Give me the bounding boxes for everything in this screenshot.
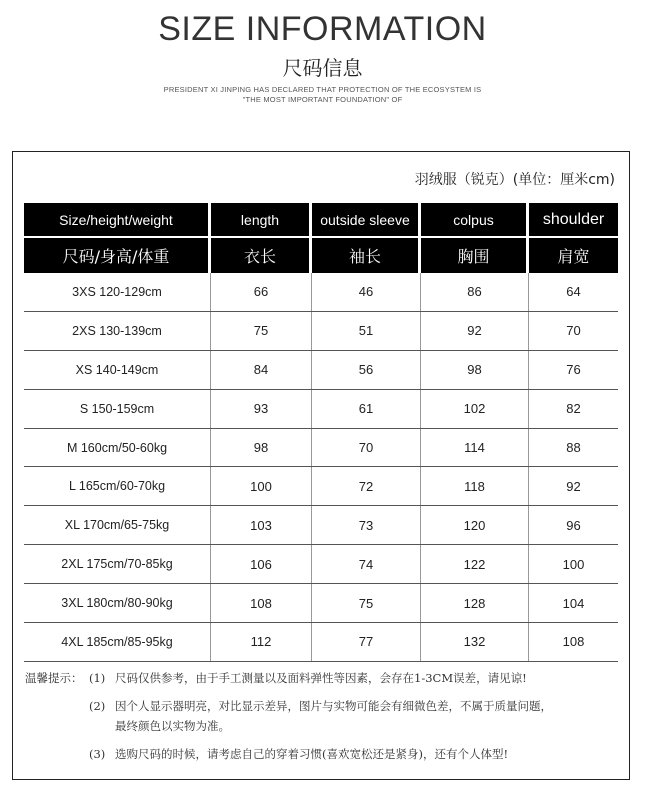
cell-chest: 114: [421, 429, 529, 467]
note-number: (3): [89, 747, 106, 761]
table-row: [24, 584, 618, 623]
cell-length: 108: [211, 584, 312, 622]
table-row: [24, 273, 618, 312]
note-number: (2): [89, 699, 106, 713]
header-shoulder-cn: 肩宽: [557, 247, 590, 266]
cell-shoulder: 96: [566, 517, 581, 533]
cell-size: XS 140-149cm: [24, 351, 211, 389]
cell-size: 2XL 175cm/70-85kg: [24, 545, 211, 583]
note-2: [25, 696, 620, 716]
table-row: [24, 351, 618, 390]
note-2-continued: [25, 716, 620, 736]
cell-shoulder: 88: [566, 440, 581, 455]
cell-chest: 98: [421, 351, 529, 389]
cell-shoulder: 76: [566, 362, 581, 378]
table-row: [24, 390, 618, 429]
cell-sleeve: 77: [312, 623, 421, 661]
cell-shoulder: 70: [566, 323, 581, 339]
cell-chest: 102: [421, 390, 529, 428]
cell-sleeve: 75: [312, 584, 421, 622]
cell-shoulder: 64: [566, 284, 581, 300]
note-1: [25, 668, 620, 688]
cell-chest: 92: [421, 312, 529, 350]
page-title: SIZE INFORMATION: [158, 10, 487, 48]
note-text: 因个人显示器明亮，对比显示差异，图片与实物可能会有细微色差，不属于质量问题，: [115, 699, 552, 713]
header-chest: [421, 203, 529, 273]
cell-length: 75: [211, 312, 312, 350]
header-size-en: Size/height/weight: [24, 203, 208, 238]
header-size: [24, 203, 211, 273]
note-text: 选购尺码的时候，请考虑自己的穿着习惯(喜欢宽松还是紧身)，还有个人体型!: [115, 747, 509, 761]
cell-chest: 86: [421, 273, 529, 311]
unit-note: 羽绒服（锐克）(单位：厘米cm): [414, 172, 615, 188]
size-table: [24, 203, 618, 662]
cell-length: 98: [211, 429, 312, 467]
cell-shoulder: 104: [562, 595, 585, 611]
table-row: [24, 467, 618, 506]
cell-size: 4XL 185cm/85-95kg: [24, 623, 211, 661]
cell-sleeve: 73: [312, 506, 421, 544]
note-3: [25, 744, 620, 764]
header-length: [211, 203, 312, 273]
header-shoulder: [529, 203, 618, 273]
cell-shoulder: 108: [562, 634, 585, 650]
cell-size: 3XS 120-129cm: [24, 273, 211, 311]
cell-shoulder: 100: [562, 556, 585, 572]
cell-length: 112: [211, 623, 312, 661]
header-length-en: length: [211, 203, 309, 238]
cell-sleeve: 72: [312, 467, 421, 505]
header-size-cn: 尺码/身高/体重: [62, 247, 170, 266]
cell-sleeve: 70: [312, 429, 421, 467]
notes-label: 温馨提示：: [25, 671, 83, 685]
cell-length: 103: [211, 506, 312, 544]
cell-size: XL 170cm/65-75kg: [24, 506, 211, 544]
page-title-chinese: 尺码信息: [282, 56, 363, 80]
cell-sleeve: 56: [312, 351, 421, 389]
cell-chest: 118: [421, 467, 529, 505]
cell-chest: 132: [421, 623, 529, 661]
cell-length: 106: [211, 545, 312, 583]
table-row: [24, 623, 618, 662]
header-sleeve: [312, 203, 421, 273]
header-shoulder-en: shoulder: [529, 203, 618, 238]
cell-sleeve: 46: [312, 273, 421, 311]
cell-size: 2XS 130-139cm: [24, 312, 211, 350]
header-chest-en: colpus: [421, 203, 526, 238]
table-row: [24, 545, 618, 584]
header-sleeve-cn: 袖长: [348, 247, 381, 266]
cell-chest: 128: [421, 584, 529, 622]
subtitle: [0, 85, 645, 105]
note-text: 尺码仅供参考，由于手工测量以及面料弹性等因素，会存在1-3CM误差，请见谅!: [115, 671, 527, 685]
cell-sleeve: 51: [312, 312, 421, 350]
header-sleeve-en: outside sleeve: [312, 203, 418, 238]
cell-length: 66: [211, 273, 312, 311]
cell-length: 100: [211, 467, 312, 505]
cell-chest: 120: [421, 506, 529, 544]
cell-shoulder: 82: [566, 401, 581, 417]
notes-section: [25, 668, 620, 764]
cell-sleeve: 61: [312, 390, 421, 428]
cell-size: S 150-159cm: [24, 390, 211, 428]
cell-length: 84: [211, 351, 312, 389]
table-row: [24, 312, 618, 351]
header-length-cn: 衣长: [243, 247, 276, 266]
table-row: [24, 506, 618, 545]
subtitle-line-1: PRESIDENT XI JINPING HAS DECLARED THAT PROTECTION OF THE ECOSYSTEM IS: [163, 85, 482, 94]
subtitle-line-2: "THE MOST IMPORTANT FOUNDATION" OF: [242, 95, 403, 104]
note-number: (1): [89, 671, 106, 685]
table-row: [24, 429, 618, 468]
header-chest-cn: 胸围: [457, 247, 490, 266]
cell-size: L 165cm/60-70kg: [24, 467, 211, 505]
cell-size: 3XL 180cm/80-90kg: [24, 584, 211, 622]
cell-chest: 122: [421, 545, 529, 583]
cell-shoulder: 92: [566, 478, 581, 494]
cell-sleeve: 74: [312, 545, 421, 583]
table-body: [24, 273, 618, 662]
table-header: [24, 203, 618, 273]
note-text: 最终颜色以实物为准。: [115, 719, 230, 733]
cell-size: M 160cm/50-60kg: [24, 429, 211, 467]
cell-length: 93: [211, 390, 312, 428]
